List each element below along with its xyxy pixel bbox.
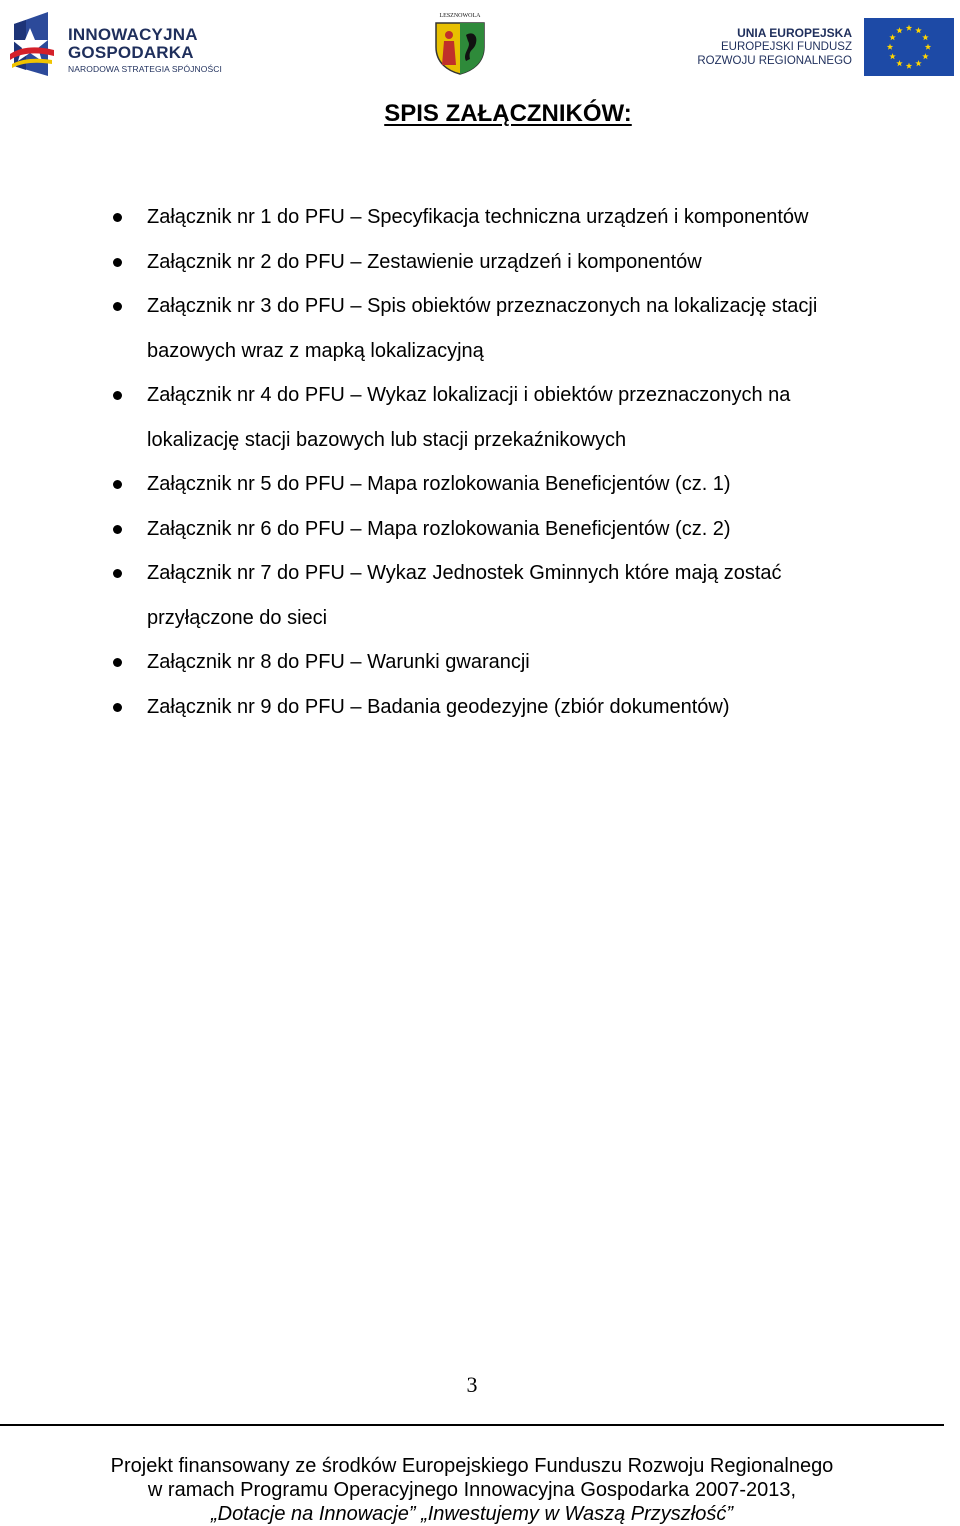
attachment-text-line1: Załącznik nr 5 do PFU – Mapa rozlokowania Beneficjentów (cz. 1): [147, 473, 731, 495]
bullet-icon: [113, 302, 122, 311]
eu-logo: [697, 18, 956, 78]
page-footer: [0, 1454, 944, 1526]
attachment-text-line1: Załącznik nr 3 do PFU – Spis obiektów przeznaczonych na lokalizację stacji: [147, 295, 818, 317]
attachment-text-line2: lokalizację stacji bazowych lub stacji przekaźnikowych: [147, 428, 627, 451]
innowacyjna-gospodarka-logo: [8, 10, 228, 80]
list-item: [110, 640, 900, 685]
ig-logo-text: [68, 26, 222, 75]
bullet-icon: [113, 258, 122, 267]
list-item: [110, 195, 900, 240]
ig-logo-line3: NARODOWA STRATEGIA SPÓJNOŚCI: [68, 64, 222, 74]
bullet-icon: [113, 703, 122, 712]
eu-logo-line1: UNIA EUROPEJSKA: [737, 26, 852, 40]
attachment-text-line1: Załącznik nr 1 do PFU – Specyfikacja techniczna urządzeń i komponentów: [147, 206, 809, 228]
bullet-icon: [113, 213, 122, 222]
crest-caption: LESZNOWOLA: [439, 13, 481, 19]
footer-divider: [0, 1424, 944, 1426]
ig-logo-line2: GOSPODARKA: [68, 43, 194, 62]
list-item: [110, 551, 900, 640]
attachment-text-line2: bazowych wraz z mapką lokalizacyjną: [147, 339, 484, 362]
footer-line1: Projekt finansowany ze środków Europejskiego Funduszu Rozwoju Regionalnego: [110, 1455, 834, 1477]
bullet-icon: [113, 658, 122, 667]
ig-logo-line1: INNOWACYJNA: [68, 25, 198, 44]
coat-of-arms-icon: [432, 17, 488, 75]
bullet-icon: [113, 480, 122, 489]
bullet-icon: [113, 525, 122, 534]
attachment-text-line1: Załącznik nr 4 do PFU – Wykaz lokalizacji i obiektów przeznaczonych na: [147, 384, 791, 406]
attachment-text-line1: Załącznik nr 9 do PFU – Badania geodezyjne (zbiór dokumentów): [147, 695, 730, 718]
list-item: [110, 507, 900, 552]
list-item: [110, 462, 900, 507]
attachment-text-line1: Załącznik nr 2 do PFU – Zestawienie urządzeń i komponentów: [147, 250, 702, 273]
bullet-icon: [113, 569, 122, 578]
list-item: [110, 284, 900, 373]
attachments-list: [110, 195, 900, 729]
bullet-icon: [113, 391, 122, 400]
footer-line3: „Dotacje na Innowacje” „Inwestujemy w Waszą Przyszłość”: [210, 1503, 734, 1525]
list-item: [110, 373, 900, 462]
page-header: [0, 0, 960, 90]
page-number: 3: [466, 1372, 478, 1397]
footer-line2: w ramach Programu Operacyjnego Innowacyjna Gospodarka 2007-2013,: [147, 1479, 797, 1501]
attachment-text-line2: przyłączone do sieci: [147, 606, 328, 629]
eu-flag-icon: [864, 18, 954, 76]
page-title: SPIS ZAŁĄCZNIKÓW:: [384, 100, 632, 127]
eu-logo-text: [697, 26, 852, 68]
ig-logo-mark-icon: [8, 10, 64, 78]
attachment-text-line1: Załącznik nr 7 do PFU – Wykaz Jednostek Gminnych które mają zostać: [147, 562, 782, 584]
eu-logo-line2: EUROPEJSKI FUNDUSZ: [721, 41, 852, 53]
list-item: [110, 240, 900, 285]
list-item: [110, 685, 900, 730]
attachment-text-line1: Załącznik nr 8 do PFU – Warunki gwarancji: [147, 651, 530, 673]
eu-logo-line3: ROZWOJU REGIONALNEGO: [697, 55, 852, 67]
attachment-text-line1: Załącznik nr 6 do PFU – Mapa rozlokowania Beneficjentów (cz. 2): [147, 517, 731, 540]
lesznowola-crest: [432, 13, 488, 75]
